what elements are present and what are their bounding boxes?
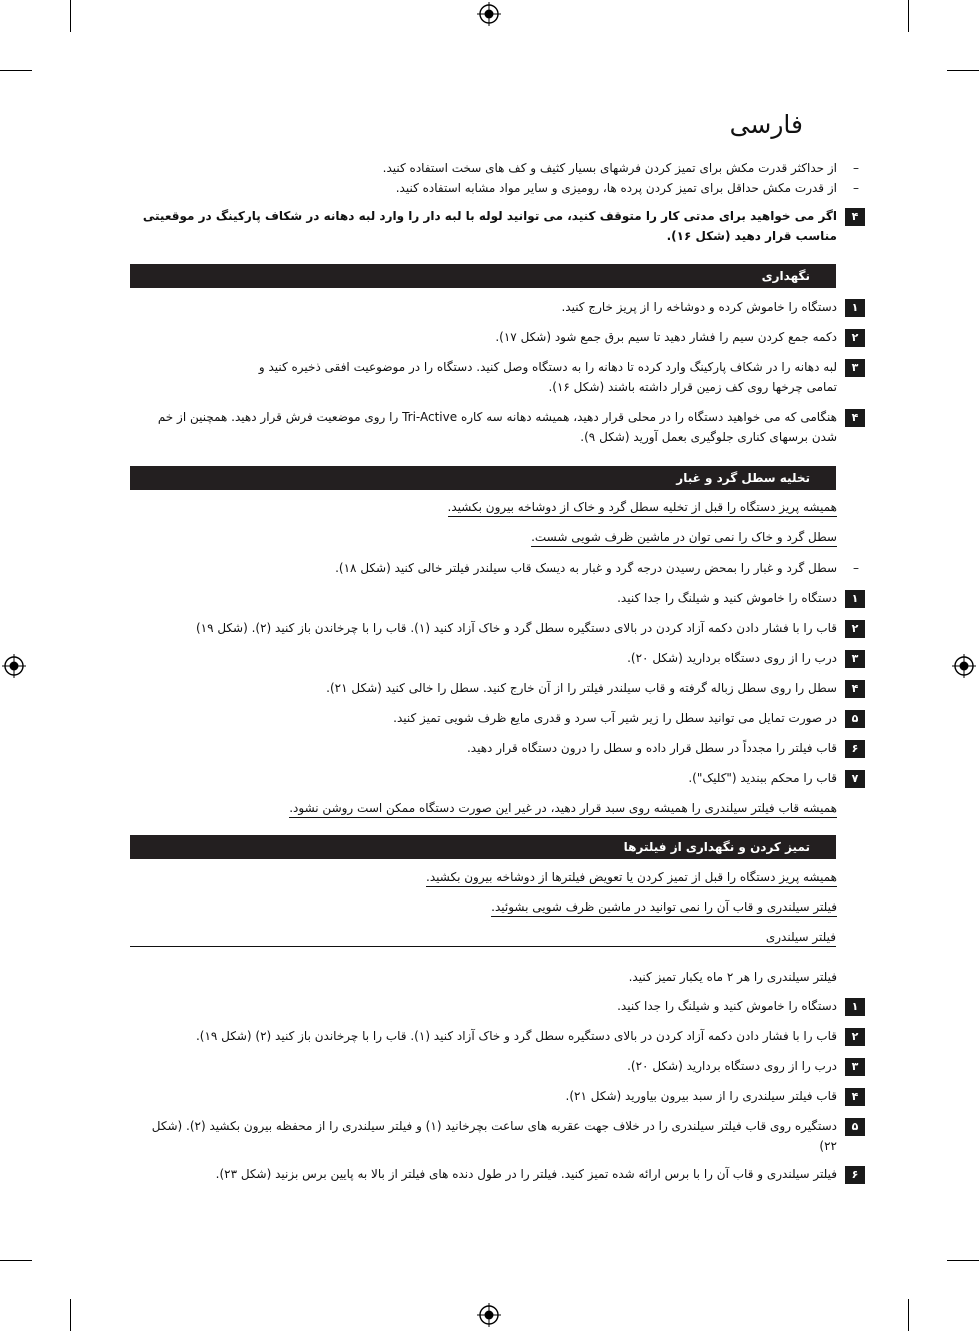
step-number: ۶: [845, 1166, 865, 1184]
step-number: ۴: [845, 680, 865, 698]
page-title: فارسی: [729, 110, 803, 139]
step-item: [137, 768, 859, 788]
step-number: ۴: [845, 1088, 865, 1106]
step-item: [137, 738, 859, 758]
warning-note: سطل گرد و خاک را نمی توان در ماشین ظرف شویی شست.: [531, 528, 837, 547]
registration-mark-icon: [952, 654, 976, 678]
step-text: قاب را با فشار دادن دکمه آزاد کردن در بالای دستگیره سطل گرد و خاک آزاد کنید (۱). قاب را با چرخاندن باز کنید (۲) (شکل ۱۹).: [195, 1029, 837, 1043]
step-number: ۷: [845, 770, 865, 788]
step-text: دکمه جمع کردن سیم را فشار دهید تا سیم برق جمع شود (شکل ۱۷).: [495, 330, 837, 344]
step-text: لبه دهانه را در شکاف پارکینگ وارد کرده تا دهانه را به دستگاه وصل کنید. دستگاه را در موضوعیت افقی ذخیره کنید و تمامی چرخها روی کف زمین قرار داشته باشند (شکل ۱۶).: [258, 360, 837, 394]
step-text: دستگاه را خاموش کرده و دوشاخه را از پریز خارج کنید.: [561, 300, 837, 314]
bullet-line: [277, 160, 859, 176]
section-heading-storage: نگهداری: [130, 264, 836, 288]
step-text: فیلتر سیلندری و قاب آن را با برس ارائه شده تمیز کنید. فیلتر را در طول دنده های فیلتر از بالا به پایین برس بزنید (شکل ۲۳).: [215, 1167, 837, 1181]
paragraph: فیلتر سیلندری را هر ۲ ماه یکبار تمیز کنید.: [628, 970, 837, 984]
bullet-text: از حداکثر قدرت مکش برای تمیز کردن فرشهای بسیار کثیف و کف های سخت استفاده کنید.: [382, 161, 837, 175]
section-heading-filters: تمیز کردن و نگهداری از فیلترها: [130, 835, 836, 859]
step-item: [137, 678, 859, 698]
bullet-line: [217, 560, 859, 576]
step-text: دستگاه را خاموش کنید و شیلنگ را جدا کنید.: [617, 591, 837, 605]
step-text: دستگیره روی قاب فیلتر سیلندری را در خلاف جهت عقربه های ساعت بچرخانید (۱) و فیلتر سیلندری را از محفظه بیرون بکشید (۲). (شکل ۲۲): [151, 1119, 837, 1153]
bullet-text: سطل گرد و غبار را بمحض رسیدن درجه گرد و غبار به دیسک قاب سیلندر فیلتر خالی کنید (شکل ۱۸).: [335, 561, 837, 575]
step-number: ۲: [845, 329, 865, 347]
step-number: ۲: [845, 620, 865, 638]
step-item: [137, 297, 859, 317]
step-number: ۱: [845, 299, 865, 317]
step-item: [137, 206, 859, 246]
step-item: [137, 648, 859, 668]
step-item: [137, 618, 859, 638]
step-text: قاب را با فشار دادن دکمه آزاد کردن در بالای دستگیره سطل گرد و خاک آزاد کنید (۱). قاب را با چرخاندن باز کنید (۲). (شکل ۱۹): [195, 621, 837, 635]
step-item: [137, 1164, 859, 1184]
step-text: قاب فیلتر را مجدداً در سطل قرار داده و سطل را درون دستگاه قرار دهید.: [466, 741, 837, 755]
step-item: [137, 588, 859, 608]
step-text: قاب را محکم ببندید ("کلیک").: [688, 771, 837, 785]
step-number: ۱: [845, 998, 865, 1016]
crop-mark: [908, 0, 909, 32]
step-number: ۲: [845, 1028, 865, 1046]
step-item: [137, 407, 859, 447]
step-number: ۳: [845, 650, 865, 668]
step-number: ۴: [845, 409, 865, 427]
step-text: درب را از روی دستگاه بردارید (شکل ۲۰).: [627, 1059, 837, 1073]
crop-mark: [70, 1299, 71, 1331]
step-number: ۶: [845, 740, 865, 758]
step-item: [137, 1086, 859, 1106]
step-text: سطل را روی سطل زباله گرفته و قاب سیلندر فیلتر را از آن خارج کنید. سطل را خالی کنید (شکل ۲۱).: [326, 681, 837, 695]
crop-mark: [70, 0, 71, 32]
step-number: ۴: [845, 208, 865, 226]
dash-marker: –: [853, 161, 859, 175]
crop-mark: [947, 70, 979, 71]
warning-note: فیلتر سیلندری و قاب آن را نمی توانید در ماشین ظرف شویی بشوئید.: [491, 898, 837, 917]
step-number: ۱: [845, 590, 865, 608]
dash-marker: –: [853, 561, 859, 575]
step-item: [137, 708, 859, 728]
crop-mark: [947, 1260, 979, 1261]
step-number: ۵: [845, 710, 865, 728]
dash-marker: –: [853, 181, 859, 195]
step-item: [137, 1116, 859, 1156]
crop-mark: [908, 1299, 909, 1331]
step-number: ۳: [845, 359, 865, 377]
subsection-heading: فیلتر سیلندری: [130, 928, 836, 947]
crop-mark: [0, 70, 32, 71]
step-text: در صورت تمایل می توانید سطل را زیر شیر آب سرد و قدری مایع ظرف شویی تمیز کنید.: [393, 711, 837, 725]
step-item: [137, 996, 859, 1016]
step-text: قاب فیلتر سیلندری را از سبد بیرون بیاورید (شکل ۲۱).: [565, 1089, 837, 1103]
warning-note: همیشه قاب فیلتر سیلندری را همیشه روی سبد قرار دهید، در غیر این صورت دستگاه ممکن است روشن نشود.: [289, 799, 837, 818]
crop-mark: [0, 1260, 32, 1261]
step-text: دستگاه را خاموش کنید و شیلنگ را جدا کنید.: [617, 999, 837, 1013]
registration-mark-icon: [477, 2, 501, 26]
step-number: ۵: [845, 1118, 865, 1136]
step-number: ۳: [845, 1058, 865, 1076]
registration-mark-icon: [2, 654, 26, 678]
step-item: [137, 327, 859, 347]
step-text: هنگامی که می خواهید دستگاه را در محلی قرار دهید، همیشه دهانه سه کاره Tri-Active را روی موضعیت فرش قرار دهید. همچنین از خم شدن برسهای کناری جلوگیری بعمل آورید (شکل ۹).: [157, 410, 837, 444]
step-item: [137, 1026, 859, 1046]
step-item: [137, 1056, 859, 1076]
registration-mark-icon: [477, 1303, 501, 1327]
step-text: اگر می خواهید برای مدتی کار را متوقف کنید، می توانید لوله با لبه دار را وارد لبه دهانه در شکاف پارکینگ در موقعیتی مناسب قرار دهید (شکل ۱۶).: [142, 209, 837, 243]
step-item: [237, 357, 859, 397]
warning-note: همیشه پریز دستگاه را قبل از تخلیه سطل گرد و خاک از دوشاخه بیرون بکشید.: [448, 498, 837, 517]
bullet-line: [277, 180, 859, 196]
bullet-text: از قدرت مکش حداقل برای تمیز کردن پرده ها، رومیزی و سایر مواد مشابه استفاده کنید.: [395, 181, 837, 195]
section-heading-dust: تخلیه سطل گرد و غبار: [130, 466, 836, 490]
step-text: درب را از روی دستگاه بردارید (شکل ۲۰).: [627, 651, 837, 665]
warning-note: همیشه پریز دستگاه را قبل از تمیز کردن یا تعویض فیلترها از دوشاخه بیرون بکشید.: [426, 868, 837, 887]
